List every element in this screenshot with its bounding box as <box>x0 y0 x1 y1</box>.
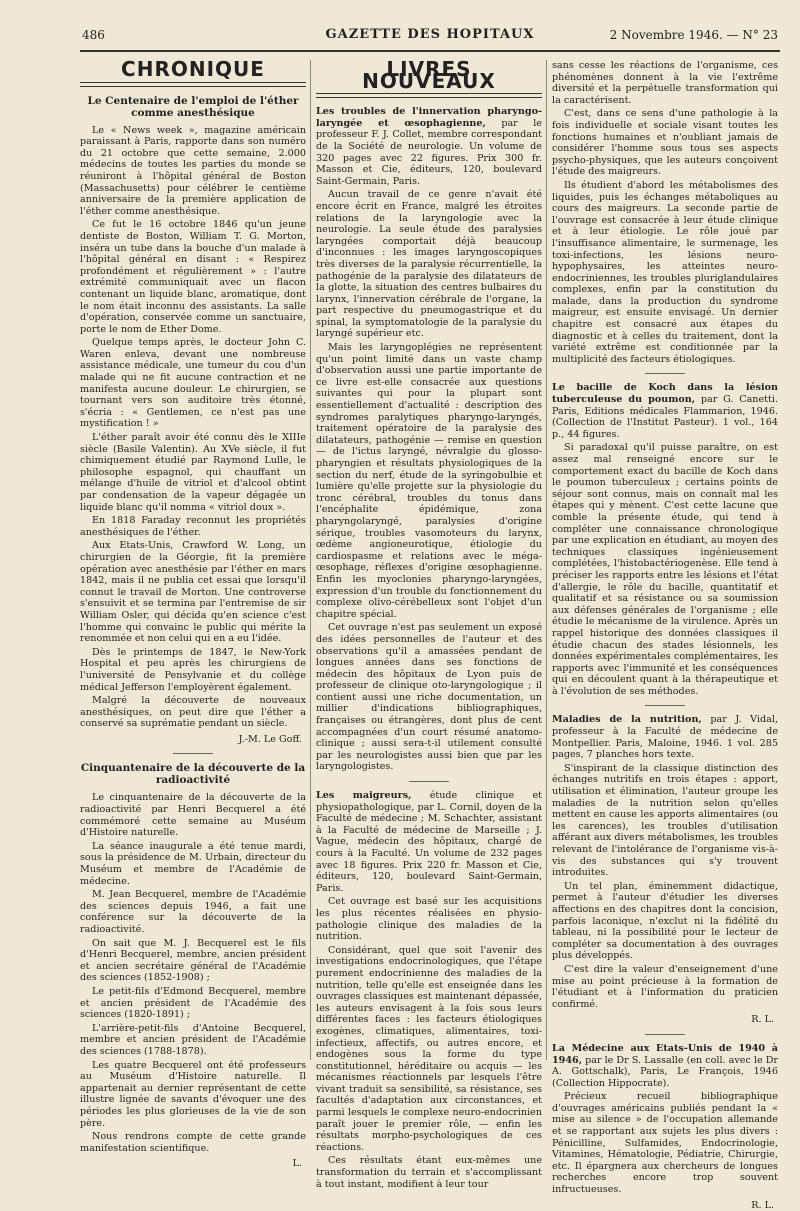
book-reference: par J. Vidal, professeur à la Faculté de médecine de Montpellier. Paris, Maloine, 1946. 1 vol. 285 pages, 7 planches hors texte. <box>552 714 778 761</box>
book-entry <box>552 382 778 440</box>
paragraph: Cet ouvrage n'est pas seulement un exposé des idées personnelles de l'auteur et des observations qu'il a amassées pendant de longues années dans ses fonctions de médecin des hôpitaux de Lyon puis de professeur de clinique oto-laryngologique ; il contient aussi une riche documentation, un millier d'indications bibliographiques, françaises ou étrangères, dont plus de cent accompagnées d'un court résumé anatomo-clinique ; aussi sera-t-il utilement consulté par les neurologistes aussi bien que par les laryngologistes. <box>316 622 542 773</box>
page-number: 486 <box>82 28 105 42</box>
paragraph: L'éther paraît avoir été connu dès le XIIIe siècle (Basile Valentin). Au XVe siècle, il fut chimiquement étudié par Raymond Lulle, le philosophe espagnol, qui chauffant un mélange d'huile de vitriol et d'alcool obtint par condensation de la vapeur dégagée un liquide blanc qu'il nomma « vitriol doux ». <box>80 432 306 513</box>
separator <box>409 781 449 782</box>
column-rule <box>310 60 311 1060</box>
journal-title: GAZETTE DES HOPITAUX <box>325 27 535 42</box>
book-reference: étude clinique et physiopathologique, par L. Cornil, doyen de la Faculté de médecine ; M. Schachter, assistant à la Faculté de médecine de Marseille ; J. Vague, médecin des hôpitaux, chargé de cours à la Faculté. Un volume de 232 pages avec 18 figures. Prix 220 fr. Masson et Cie, éditeurs, 120, boulevard Saint-Germain, Paris. <box>316 790 542 894</box>
book-title: Maladies de la nutrition, <box>552 714 702 726</box>
article-title: Cinquantenaire de la découverte de la radioactivité <box>80 762 306 787</box>
paragraph: C'est dire la valeur d'enseignement d'une mise au point précieuse à la formation de l'étudiant et à l'information du praticien confirmé. <box>552 963 778 1010</box>
book-entry <box>552 1043 778 1089</box>
section-heading: CHRONIQUE <box>121 57 265 81</box>
paragraph: Le « News week », magazine américain paraissant à Paris, rapporte dans son numéro du 21 octobre que cette semaine, 2.000 médecins de toutes les parties du monde se réuniront à l'hôpital général de Boston (Massachusetts) pour célébrer le centième anniversaire de la première application de l'éther comme anesthésique. <box>80 124 306 217</box>
paragraph: Si paradoxal qu'il puisse paraître, on est assez mal renseigné encore sur le comportement exact du bacille de Koch dans le poumon tuberculeux ; certains points de séjour sont connus, mais on connaît mal les étapes qui y mènent. C'est cette lacune que comble la présente étude, qui tend à compléter une connaissance chronologique par une explication en étudiant, au moyen des techniques classiques ingénieusement complétées, l'histobactériogenèse. Elle tend à préciser les rapports entre les lésions et l'état d'allergie, le rôle du bacille, quantitatif et qualitatif et sa résistance ou sa soumission aux défenses générales de l'organisme ; elle étudie le mécanisme de la virulence. Après un rappel historique des données classiques il étudie chacun des stades lésionnels, les données expérimentales complémentaires, les rapports avec l'immunité et les conséquences qui en découlent quant à la thérapeutique et à l'évolution de ses méthodes. <box>552 442 778 697</box>
column-livres-nouveaux <box>316 57 542 1190</box>
column-rule <box>546 60 547 1060</box>
author-signature: R. L. <box>751 1014 774 1026</box>
paragraph: Quelque temps après, le docteur John C. Waren enleva, devant une nombreuse assistance médicale, une tumeur du cou d'un malade qui ne fit aucune contraction et ne manifesta aucune douleur. Le chirurgien, se tournant vers son auditoire très étonné, s'écria : « Gentlemen, ce n'est pas une mystification ! » <box>80 337 306 430</box>
paragraph: L'arrière-petit-fils d'Antoine Becquerel, membre et ancien président de l'Académie des sciences (1788-1878). <box>80 1022 306 1057</box>
paragraph: La séance inaugurale a été tenue mardi, sous la présidence de M. Urbain, directeur du Muséum et membre de l'Académie de médecine. <box>80 840 306 887</box>
author-signature: J.-M. Le Goff. <box>238 733 302 745</box>
book-reference: par G. Canetti. Paris, Editions médicales Flammarion, 1946. (Collection de l'Institut Pasteur). 1 vol., 164 p., 44 figures. <box>552 394 778 440</box>
running-header <box>80 24 780 52</box>
paragraph: C'est, dans ce sens d'une pathologie à la fois individuelle et sociale visant toutes les fonctions humaines et n'oubliant jamais de considérer l'homme sous tous ses aspects psycho-physiques, que les auteurs conçoivent l'étude des maigreurs. <box>552 108 778 178</box>
article-title: Le Centenaire de l'emploi de l'éther comme anesthésique <box>87 94 299 119</box>
paragraph: Nous rendrons compte de cette grande manifestation scientifique. <box>80 1131 306 1154</box>
separator <box>645 705 685 706</box>
author-signature: L. <box>292 1158 302 1170</box>
heading-rule <box>80 82 306 87</box>
paragraph: Aucun travail de ce genre n'avait été encore écrit en France, malgré les étroites relations de la laryngologie avec la neurologie. La seule étude des paralysies laryngées comportait déjà beaucoup d'inconnues : les images laryngoscopiques très diverses de la paralysie récurrentielle, la pathogénie de la paralysie des dilatateurs de la glotte, la situation des centres bulbaires du larynx, l'innervation cérébrale de l'organe, la part respective du pneumogastrique et du spinal, la symptomatologie de la paralysie du laryngé supérieur etc. <box>316 189 542 340</box>
book-reference: par le professeur F. J. Collet, membre correspondant de la Société de neurologie. Un volume de 320 pages avec 22 figures. Prix 300 fr. Masson et Cie, éditeurs, 120, boulevard Saint-Germain, Paris. <box>316 117 542 187</box>
book-title: La Médecine aux Etats-Unis de 1940 à 1946, <box>552 1042 778 1066</box>
paragraph: M. Jean Becquerel, membre de l'Académie des sciences depuis 1946, a fait une conférence sur la découverte de la radioactivité. <box>80 889 306 935</box>
paragraph: Ce fut le 16 octobre 1846 qu'un jeune dentiste de Boston, William T. G. Morton, inséra un tube dans la bouche d'un malade à l'hôpital général en disant : « Respirez profondément et régulièrement » : l'autre extrémité communiquait avec un flacon contenant un liquide blanc, aromatique, dont le nom était inconnu des assistants. La salle d'opération, conservée comme un sanctuaire, porte le nom de Ether Dome. <box>80 219 306 335</box>
paragraph: Précieux recueil bibliographique d'ouvrages américains publiés pendant la « mise au silence » de l'occupation allemande et se rapportant aux sujets les plus divers : Pénicilline, Sulfamides, Endocrinologie, Vitamines, Hématologie, Pédiatrie, Chirurgie, etc. Il épargnera aux chercheurs de longues recherches encore trop souvent infructueuses. <box>552 1091 778 1196</box>
paragraph: Un tel plan, éminemment didactique, permet à l'auteur d'étudier les diverses affections en des chapitres dont la concision, parfois laconique, n'exclut ni la fidélité du tableau, ni la possibilité pour le lecteur de compléter sa documentation à des ouvrages plus développés. <box>552 880 778 962</box>
book-title: Les maigreurs, <box>316 790 412 802</box>
paragraph: Malgré la découverte de nouveaux anesthésiques, on peut dire que l'éther a conservé sa suprématie pendant un siècle. <box>80 695 306 730</box>
paragraph: Les quatre Becquerel ont été professeurs au Muséum d'Histoire naturelle. Il appartenait au dernier représentant de cette illustre lignée de savants d'évoquer une des périodes les plus glorieuses de la vie de son père. <box>80 1059 306 1129</box>
paragraph: On sait que M. J. Becquerel est le fils d'Henri Becquerel, membre, ancien président et ancien secrétaire général de l'Académie des sciences (1852-1908) ; <box>80 937 306 984</box>
paragraph: Cet ouvrage est basé sur les acquisitions les plus récentes réalisées en physio-pathologie clinique des maladies de la nutrition. <box>316 896 542 943</box>
issue-date: 2 Novembre 1946. — N° 23 <box>609 28 778 42</box>
paragraph: sans cesse les réactions de l'organisme, ces phénomènes donnent à la vie l'extrême diversité et la perpétuelle transformation qui la caractérisent. <box>552 60 778 106</box>
column-continued <box>552 60 778 1211</box>
book-entry <box>316 790 542 894</box>
paragraph: Aux Etats-Unis, Crawford W. Long, un chirurgien de la Géorgie, fit la première opération avec anesthésie par l'éther en mars 1842, mais il ne publia cet essai que lorsqu'il connut le travail de Morton. Une controverse s'ensuivit et se termina par l'entremise de sir William Osler, qui décida qu'en science c'est l'homme qui convainc le public qui mérite la renommée et non celui qui en a eu l'idée. <box>80 540 306 645</box>
paragraph: Mais les laryngoplégies ne représentent qu'un point limité dans un vaste champ d'observation aussi une partie importante de ce livre est-elle consacrée aux questions suivantes qui pour la plupart sont essentiellement d'actualité : description des syndromes paralytiques pharyngo-laryngés, traitement opératoire de la paralysie des dilatateurs, pathogénie — remise en question — de l'ictus laryngé, névralgie du glosso-pharyngien et résultats physiologiques de la section du nerf, étude de la syringobulbie et lumière qu'elle projette sur la physiologie du tronc cérébral, troubles du tonus dans l'encéphalite épidémique, zona pharyngolaryngé, paralysies d'origine sérique, troubles vasomoteurs du larynx, œdème angioneurotique, étiologie du cardiospasme et relations avec le méga-œsophage, réflexes d'origine œsophagienne. Enfin les myoclonies pharyngo-laryngées, expression d'un trouble du fonctionnement du complexe olivo-cérébelleux sont l'objet d'un chapitre spécial. <box>316 342 542 620</box>
paragraph: En 1818 Faraday reconnut les propriétés anesthésiques de l'éther. <box>80 515 306 538</box>
separator <box>645 373 685 374</box>
book-entry <box>316 106 542 187</box>
author-signature: R. L. <box>751 1199 774 1211</box>
paragraph: Ils étudient d'abord les métabolismes des liquides, puis les échanges métaboliques au cours des maigreurs. La seconde partie de l'ouvrage est consacrée à leur étude clinique et à leur étiologie. Le rôle joué par l'insuffisance alimentaire, le surmenage, les toxi-infections, les lésions neuro-hypophysaires, les atteintes neuro-endocriniennes, les troubles pluriglandulaires complexes, enfin par la constitution du malade, dans la production du syndrome maigreur, est ensuite envisagé. Un dernier chapitre est consacré aux étapes du diagnostic et à celles du traitement, dont la variété extrême est conditionnée par la multiplicité des facteurs étiologiques. <box>552 179 778 365</box>
column-chronique <box>80 57 306 1170</box>
separator <box>173 753 213 754</box>
paragraph: Le cinquantenaire de la découverte de la radioactivité par Henri Becquerel a été commémoré cette semaine au Muséum d'Histoire naturelle. <box>80 792 306 839</box>
book-entry <box>552 714 778 760</box>
paragraph: Dès le printemps de 1847, le New-York Hospital et peu après les chirurgiens de l'université de Pensylvanie et du collège médical Jefferson l'employèrent également. <box>80 646 306 693</box>
paragraph: Considérant, quel que soit l'avenir des investigations endocrinologiques, que l'étape purement endocrinienne des maladies de la nutrition, telle qu'elle est enseignée dans les ouvrages classiques est maintenant dépassée, les auteurs envisagent à la fois sous leurs différentes faces : les facteurs étiologiques exogènes, climatiques, alimentaires, toxi-infectieux, affectifs, ou autres encore, et endogènes sous la forme du type constitutionnel, héréditaire ou acquis — les mécanismes réactionnels par lesquels l'être vivant traduit sa sensibilité, sa résistance, ses facultés d'adaptation aux circonstances, et parmi lesquels le complexe neuro-endocrinien paraît jouer le premier rôle, — enfin les résultats morpho-psychologiques de ces réactions. <box>316 944 542 1153</box>
heading-rule <box>316 93 542 98</box>
book-reference: par le Dr S. Lassalle (en coll. avec le Dr A. Gottschalk), Paris, Le François, 1946 (Collection Hippocrate). <box>552 1054 778 1089</box>
separator <box>645 1034 685 1035</box>
book-title: Les troubles de l'innervation pharyngo-laryngée et œsophagienne, <box>316 106 542 129</box>
paragraph: Le petit-fils d'Edmond Becquerel, membre et ancien président de l'Académie des sciences (1820-1891) ; <box>80 985 306 1021</box>
book-title: Le bacille de Koch dans la lésion tuberculeuse du poumon, <box>552 382 778 406</box>
section-heading: LIVRES NOUVEAUX <box>362 57 496 93</box>
paragraph: Ces résultats étant eux-mêmes une transformation du terrain et s'accomplissant à tout instant, modifient à leur tour <box>316 1155 542 1190</box>
paragraph: S'inspirant de la classique distinction des échanges nutritifs en trois étapes : apport, utilisation et élimination, l'auteur groupe les maladies de la nutrition selon qu'elles mettent en cause les apports alimentaires (ou les carences), les troubles d'utilisation afférant aux divers métabolismes, les troubles relevant de l'intolérance de l'organisme vis-à-vis des substances qui s'y trouvent introduites. <box>552 762 778 879</box>
